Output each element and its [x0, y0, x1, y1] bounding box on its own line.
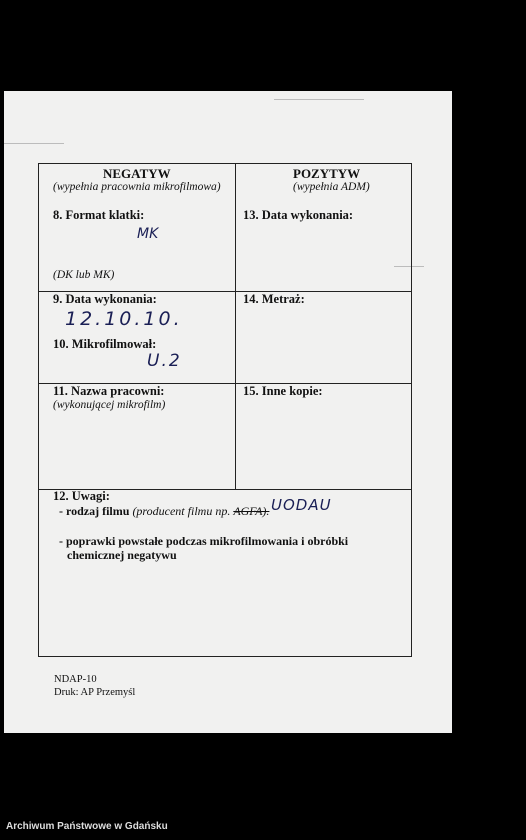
poprawki-line-2: chemicznej negatywu: [67, 548, 177, 562]
poprawki-line-1: - poprawki powstałe podczas mikrofilmowania i obróbki: [59, 534, 349, 548]
negatyw-title: NEGATYW: [103, 166, 171, 181]
form-card: [4, 91, 452, 733]
inne-kopie-label: 15. Inne kopie:: [243, 384, 323, 398]
rodzaj-filmu-hint: (producent filmu np.: [132, 504, 231, 518]
uwagi-label: 12. Uwagi:: [53, 489, 110, 503]
format-hint: (DK lub MK): [53, 269, 115, 281]
archive-caption: Archiwum Państwowe w Gdańsku: [6, 821, 168, 832]
format-value: MK: [137, 226, 159, 242]
nazwa-pracowni-label: 11. Nazwa pracowni:: [53, 384, 165, 398]
mikrofilmowal-value: U.2: [147, 351, 182, 371]
form-printer: Druk: AP Przemyśl: [54, 687, 136, 698]
mikrofilmowal-label: 10. Mikrofilmował:: [53, 337, 157, 351]
pozytyw-title: POZYTYW: [293, 166, 361, 181]
negatyw-subtitle: (wypełnia pracownia mikrofilmowa): [53, 181, 221, 193]
rodzaj-filmu-value: UODAU: [271, 496, 332, 514]
data-wykonania-label: 9. Data wykonania:: [53, 292, 157, 306]
pozytyw-subtitle: (wypełnia ADM): [293, 181, 370, 193]
scratch-mark: [4, 143, 64, 144]
metraz-label: 14. Metraż:: [243, 292, 305, 306]
rodzaj-filmu-line: [59, 504, 269, 519]
scratch-mark: [274, 99, 364, 100]
data-wykonania-value: 12.10.10.: [65, 308, 183, 330]
pozytyw-data-label: 13. Data wykonania:: [243, 208, 354, 222]
rodzaj-filmu-struck: AGFA).: [233, 504, 270, 518]
column-divider: [235, 164, 236, 490]
form-code: NDAP-10: [54, 674, 97, 685]
nazwa-pracowni-hint: (wykonującej mikrofilm): [53, 399, 166, 411]
format-label: 8. Format klatki:: [53, 208, 145, 222]
form-table: [38, 163, 412, 657]
rodzaj-filmu-label: - rodzaj filmu: [59, 504, 130, 518]
